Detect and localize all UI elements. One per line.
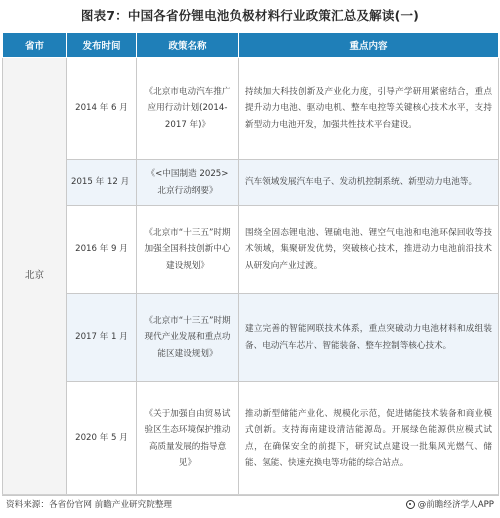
policy-cell: 《关于加强自由贸易试验区生态环境保护推动高质量发展的指导意见》 [137,382,239,496]
table-row [3,206,499,294]
footer-divider [2,494,498,495]
brand-label: @前瞻经济学人APP [417,500,494,510]
policy-cell: 《北京市“十三五”时期现代产业发展和重点功能区建设规划》 [137,294,239,382]
table-row [3,160,499,206]
policy-cell: 《北京市电动汽车推广应用行动计划(2014-2017 年)》 [137,58,239,160]
table-header-row [3,33,499,58]
source-note: 资料来源：各省份官网 前瞻产业研究院整理 [6,500,173,510]
table-row [3,294,499,382]
time-cell: 2015 年 12 月 [67,160,137,206]
header-policy: 政策名称 [137,33,239,58]
content-cell: 建立完善的智能网联技术体系，重点突破动力电池材料和成组装备、电动汽车芯片、智能装备、整车控制等核心技术。 [239,294,499,382]
policy-cell: 《<中国制造 2025>北京行动纲要》 [137,160,239,206]
content-cell: 汽车领域发展汽车电子、发动机控制系统、新型动力电池等。 [239,160,499,206]
header-content: 重点内容 [239,33,499,58]
policy-cell: 《北京市“十三五”时期加强全国科技创新中心建设规划》 [137,206,239,294]
table-row [3,58,499,160]
content-cell: 推动新型储能产业化、规模化示范，促进储能技术装备和商业模式创新。支持海南建设清洁能源岛。开展绿色能源供应模式试点，在确保安全的前提下，研究试点建设一批集风光燃气、储能、氢能、快速充换电等功能的综合站点。 [239,382,499,496]
header-province: 省市 [3,33,67,58]
time-cell: 2014 年 6 月 [67,58,137,160]
province-cell: 北京 [3,58,67,496]
table-row [3,382,499,496]
policy-table [2,32,499,496]
time-cell: 2020 年 5 月 [67,382,137,496]
brand-mark [406,498,494,510]
brand-logo-icon [406,500,415,509]
content-cell: 持续加大科技创新及产业化力度，引导产学研用紧密结合，重点提升动力电池、驱动电机、整车电控等关键核心技术水平，支持新型动力电池开发，加强共性技术平台建设。 [239,58,499,160]
chart-title: 图表7：中国各省份锂电池负极材料行业政策汇总及解读(一) [80,8,420,23]
header-time: 发布时间 [67,33,137,58]
content-cell: 围绕全固态锂电池、锂硫电池、锂空气电池和电池环保回收等技术领域，集聚研发优势，突破核心技术，推进动力电池前沿技术从研发向产业过渡。 [239,206,499,294]
footer [6,498,494,510]
time-cell: 2017 年 1 月 [67,294,137,382]
time-cell: 2016 年 9 月 [67,206,137,294]
